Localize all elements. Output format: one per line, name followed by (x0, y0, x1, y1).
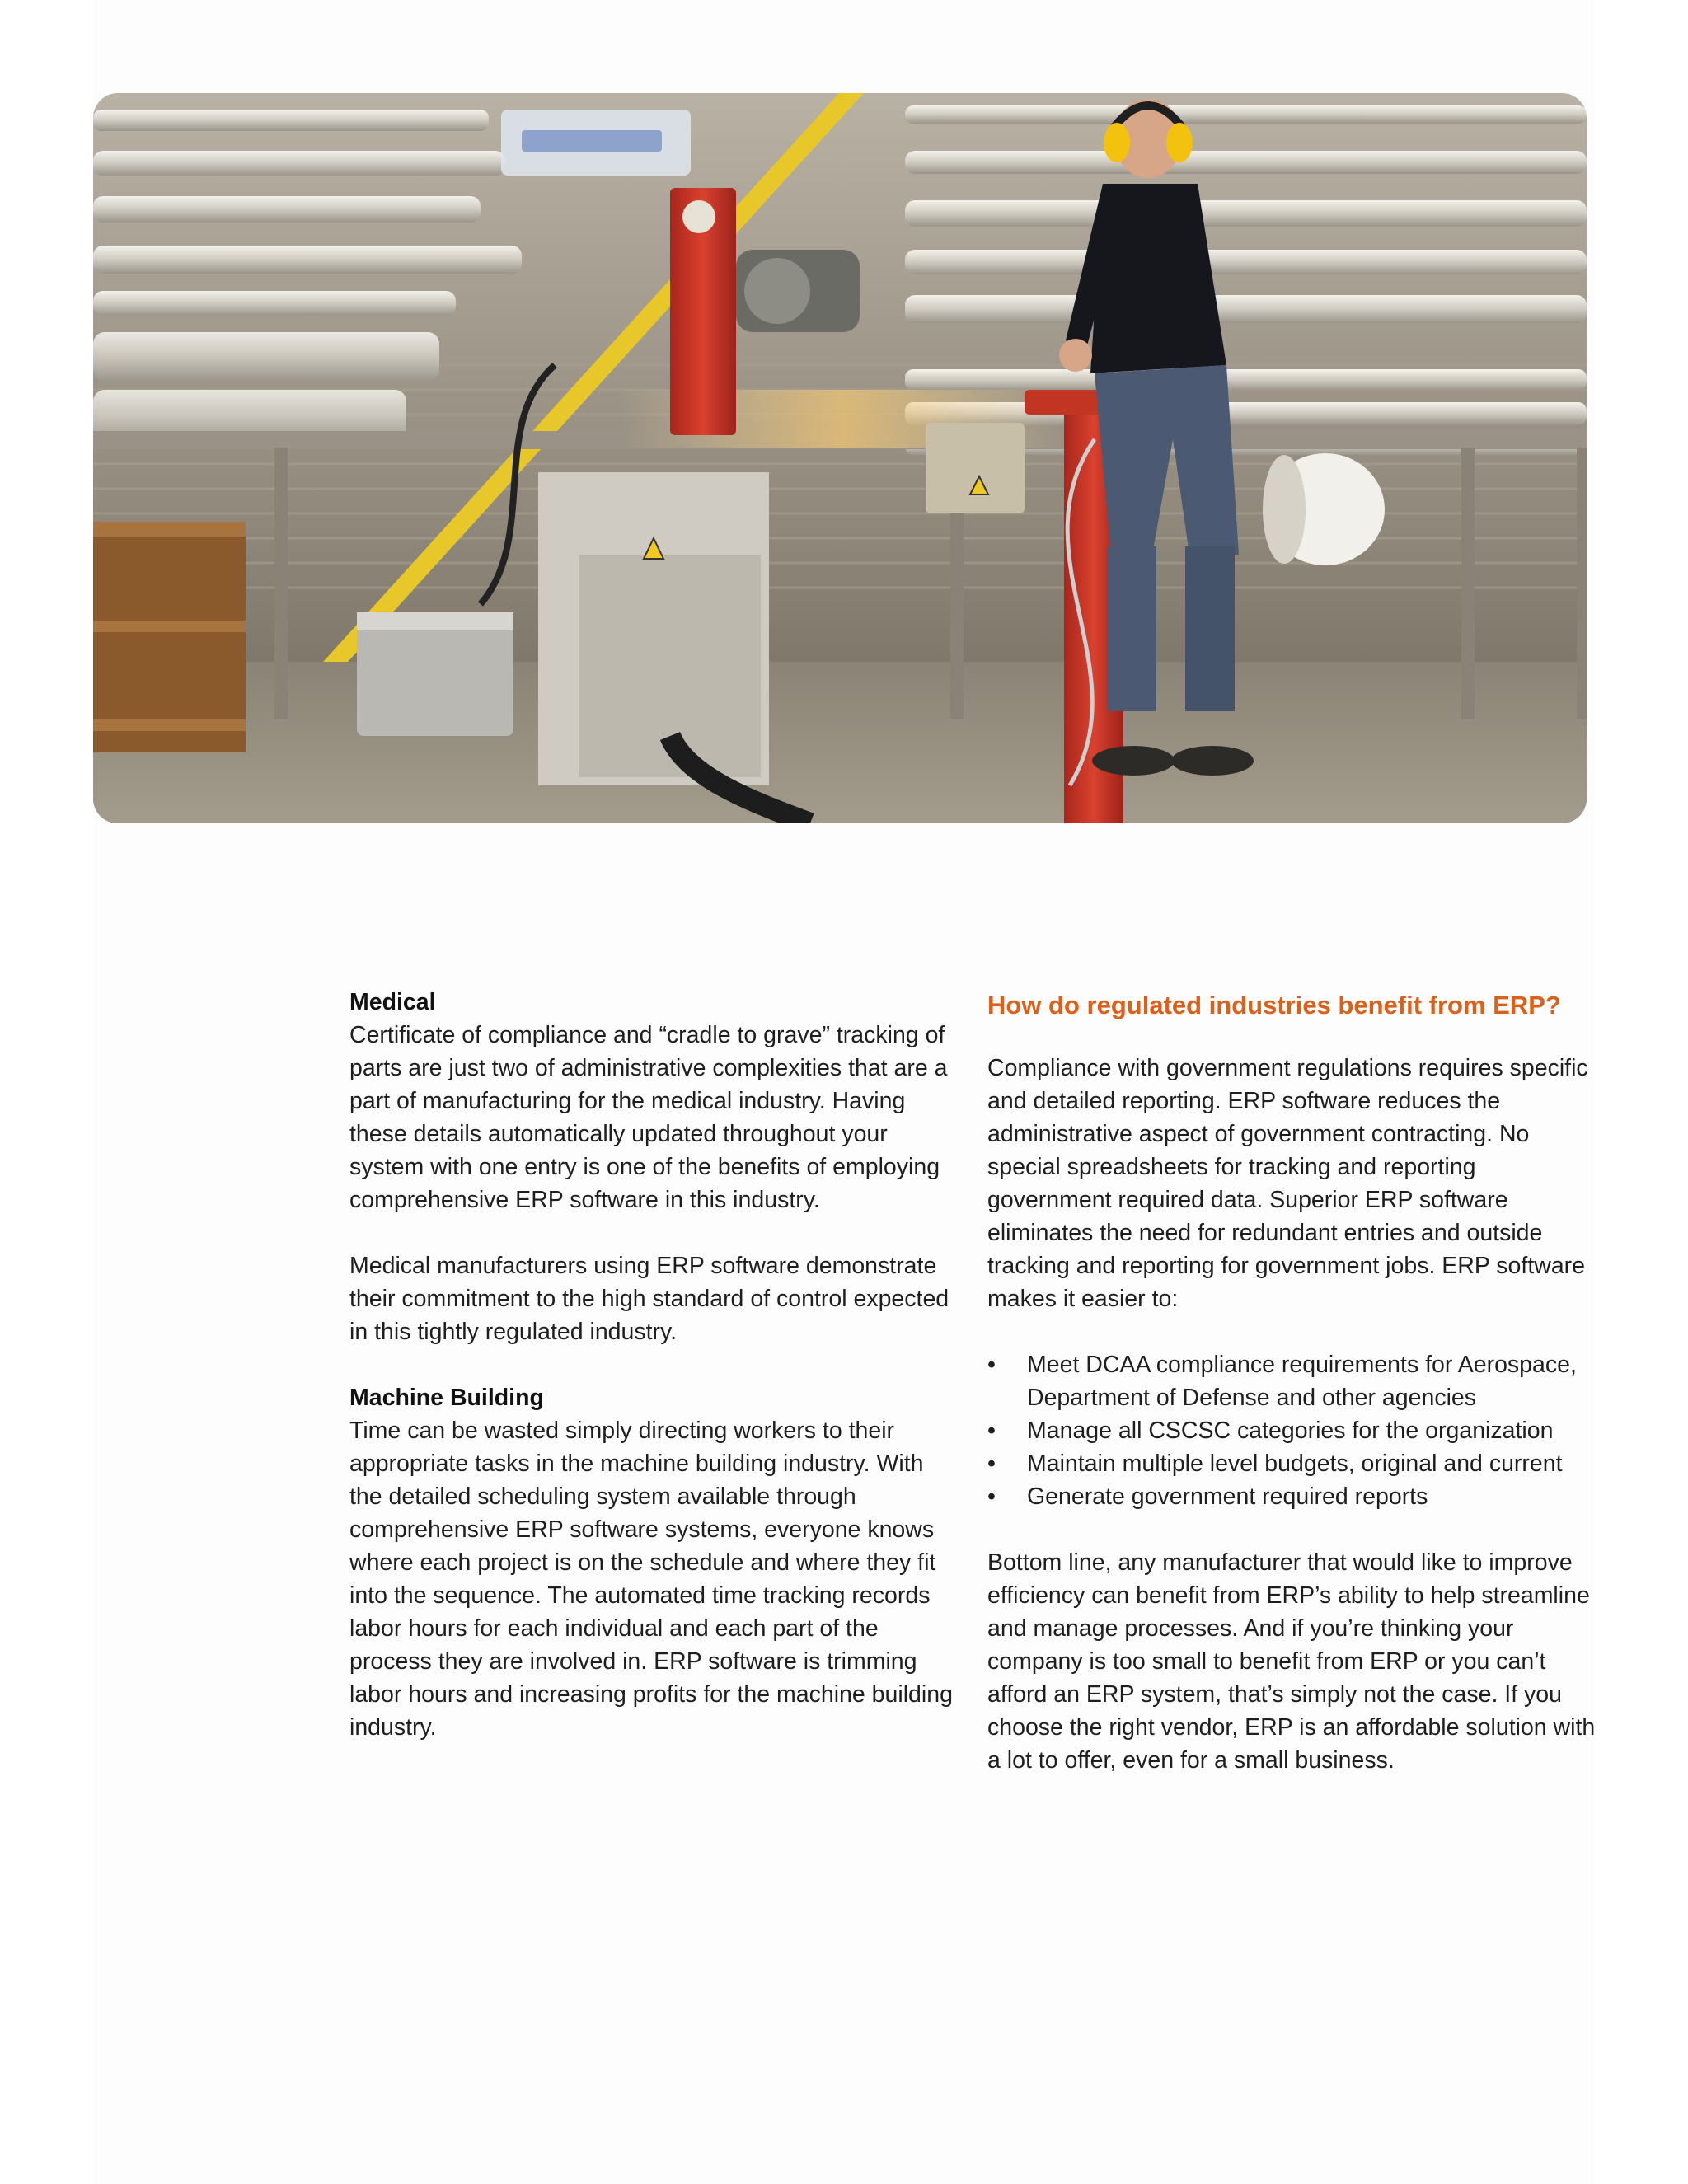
machine-building-heading: Machine Building (349, 1385, 544, 1411)
right-column (987, 986, 1597, 1810)
list-item: • Meet DCAA compliance requirements for Aerospace, Department of Defense and other agencies (987, 1348, 1597, 1414)
regulated-industries-heading: How do regulated industries benefit from ERP? (987, 991, 1561, 1019)
machine-building-paragraph: Time can be wasted simply directing workers to their appropriate tasks in the machine building industry. With the detailed scheduling system available through comprehensive ERP software systems, everyone knows where each project is on the schedule and where they fit into the sequence. The automated time tracking records labor hours for each individual and each part of the process they are involved in. ERP software is trimming labor hours and increasing profits for the machine building industry. (349, 1418, 953, 1741)
factory-worker-photo (93, 93, 1587, 823)
medical-paragraph-2: Medical manufacturers using ERP software demonstrate their commitment to the high standard of control expected in this tightly regulated industry. (349, 1253, 950, 1345)
medical-section (349, 986, 959, 1348)
list-item: • Generate government required reports (987, 1480, 1597, 1513)
medical-heading: Medical (349, 989, 436, 1015)
medical-paragraph-1: Certificate of compliance and “cradle to grave” tracking of parts are just two of administrative complexities that are a part of manufacturing for the medical industry. Having these details automatically updated throughout your system with one entry is one of the benefits of employing comprehensive ERP software in this industry. (349, 1022, 948, 1213)
list-item: • Manage all CSCSC categories for the organization (987, 1414, 1597, 1447)
conclusion-paragraph: Bottom line, any manufacturer that would like to improve efficiency can benefit from ERP’s ability to help streamline and manage processes. And if you’re thinking your company is too small to benefit from ERP or you can’t afford an ERP system, that’s simply not the case. If you choose the right vendor, ERP is an affordable solution with a lot to offer, even for a small business. (987, 1549, 1596, 1774)
left-column (349, 986, 959, 1777)
compliance-intro-paragraph: Compliance with government regulations requires specific and detailed reporting. ERP software reduces the administrative aspect of government contracting. No special spreadsheets for tracking and reporting government required data. Superior ERP software eliminates the need for redundant entries and outside tracking and reporting for government jobs. ERP software makes it easier to: (987, 1055, 1588, 1312)
benefits-list (987, 1348, 1597, 1513)
machine-building-section (349, 1381, 959, 1744)
list-item: • Maintain multiple level budgets, original and current (987, 1447, 1597, 1480)
